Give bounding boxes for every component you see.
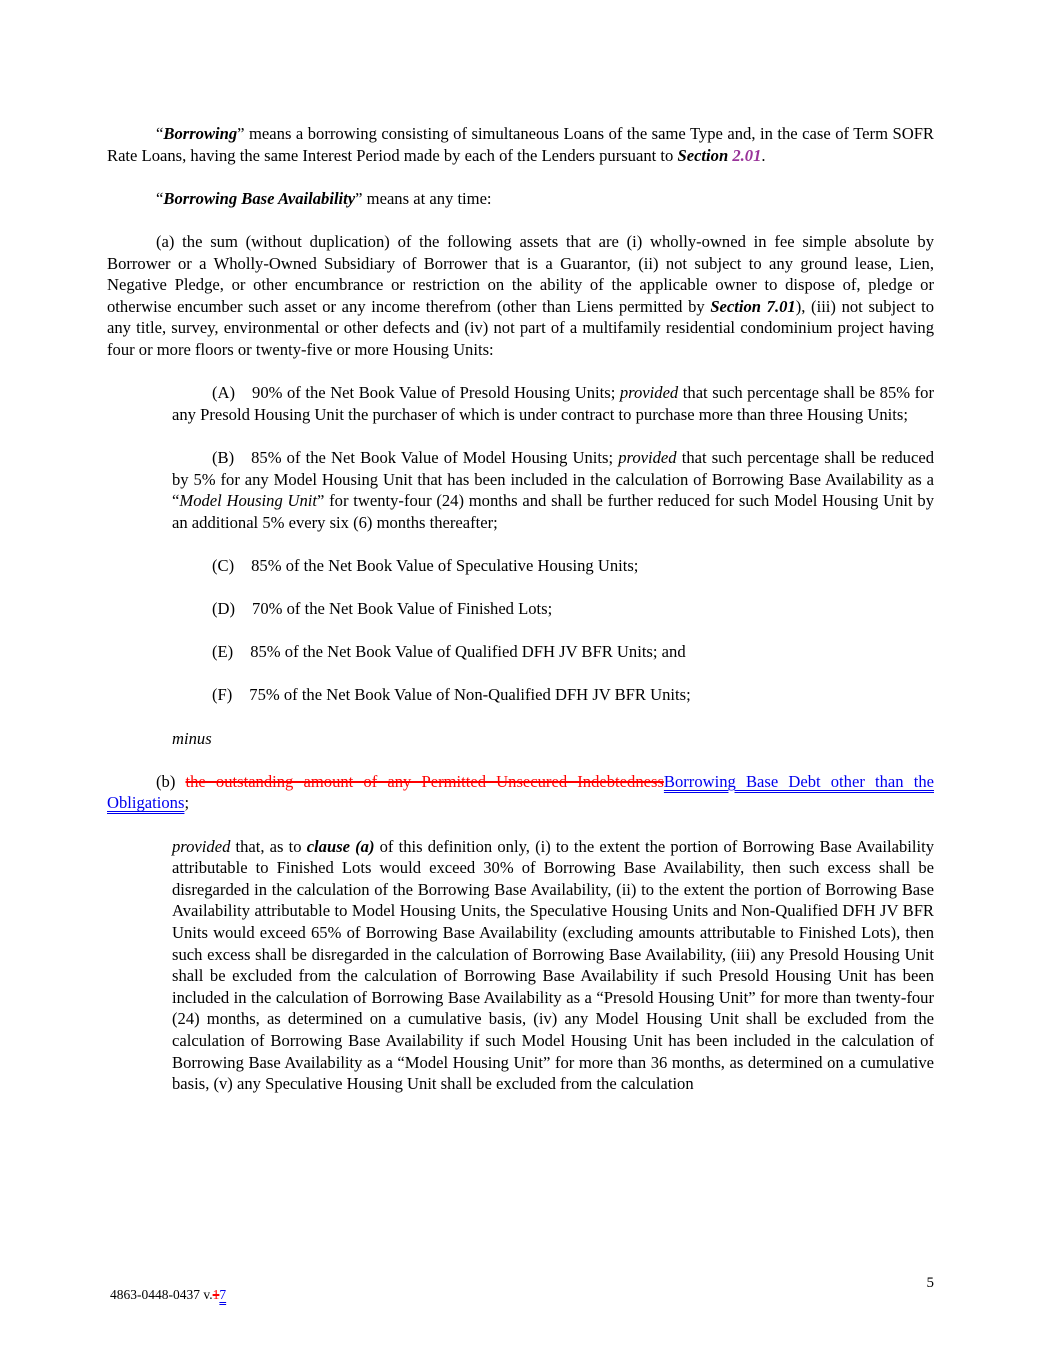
subclause-F-label: (F) xyxy=(212,685,233,705)
subclause-D-paragraph xyxy=(172,598,934,620)
clause-a-reference: clause (a) xyxy=(306,836,375,856)
defined-term-borrowing: Borrowing xyxy=(163,124,238,143)
footer-document-id xyxy=(110,1286,226,1303)
deleted-text: the outstanding amount of any Permitted Unsecured Indebtedness xyxy=(185,771,664,791)
section-7-01-reference: Section 7.01 xyxy=(710,296,796,316)
subclause-B-text-end: ” for twenty-four (24) months and shall be further reduced for such Model Housing Unit by an additional 5% every six (6) months thereafter; xyxy=(172,491,934,532)
inserted-version-number: 7 xyxy=(219,1287,227,1302)
subclause-F-text: 75% of the Net Book Value of Non-Qualified DFH JV BFR Units; xyxy=(249,685,691,705)
sentence-period: . xyxy=(761,145,766,165)
minus-paragraph xyxy=(172,728,934,750)
clause-b-paragraph xyxy=(107,771,934,814)
subclause-C-text: 85% of the Net Book Value of Speculative Housing Units; xyxy=(251,555,639,575)
clause-a-paragraph xyxy=(107,231,934,361)
model-housing-unit-term: Model Housing Unit xyxy=(179,491,318,511)
subclause-D-text: 70% of the Net Book Value of Finished Lots; xyxy=(252,599,553,619)
defined-term-borrowing-base-availability: Borrowing Base Availability xyxy=(163,188,356,208)
provided-word: provided xyxy=(619,383,679,403)
subclause-B-paragraph xyxy=(172,447,934,533)
subclause-A-label: (A) xyxy=(212,383,236,403)
clause-a-text-after: ), (iii) not subject to any title, survey, environmental or other defects and (iv) not part of a multifamily residential condominium project having four or more floors or twenty-five or more Housing Units: xyxy=(107,296,935,359)
page-number: 5 xyxy=(926,1275,934,1291)
subclause-A-text: 90% of the Net Book Value of Presold Housing Units; xyxy=(252,383,620,403)
open-quote: “ xyxy=(156,124,164,143)
subclause-A-text-continued: that such percentage shall be 85% for any Presold Housing Unit the purchaser of which is under contract to purchase more than three Housing Units; xyxy=(172,383,934,424)
clause-a-text-before: (a) the sum (without duplication) of the following assets that are (i) wholly-owned in fee simple absolute by Borrower or a Wholly-Owned Subsidiary of Borrower that is a Guarantor, (ii) not subject to any ground lease, Lien, Negative Pledge, or other encumbrance or restriction on the ability of the applicable owner to dispose of, pledge or otherwise encumber such asset or any income therefrom (other than Liens permitted by xyxy=(107,231,934,316)
provided-word: provided xyxy=(618,447,677,467)
subclause-E-label: (E) xyxy=(212,642,234,662)
deleted-version-number: 1 xyxy=(212,1287,220,1302)
definition-bba-text: ” means at any time: xyxy=(355,188,492,208)
open-quote: “ xyxy=(156,188,164,208)
inserted-text: Borrowing Base Debt other than the Obligations xyxy=(107,771,934,813)
definition-borrowing-text: ” means a borrowing consisting of simultaneous Loans of the same Type and, in the case of Term SOFR Rate Loans, having the same Interest Period made by each of the Lenders pursuant to xyxy=(107,124,934,165)
clause-b-semicolon: ; xyxy=(184,793,190,813)
definition-borrowing-paragraph xyxy=(107,123,934,166)
subclause-B-text: 85% of the Net Book Value of Model Housing Units; xyxy=(251,447,619,467)
section-word: Section xyxy=(677,145,733,165)
clause-b-label: (b) xyxy=(156,771,186,791)
subclause-B-label: (B) xyxy=(212,447,235,467)
page-body xyxy=(107,123,934,1116)
subclause-B-text-continued: that such percentage shall be reduced by 5% for any Model Housing Unit that has been included in the calculation of Borrowing Base Availability as a “ xyxy=(172,447,934,511)
subclause-A-paragraph xyxy=(172,382,934,425)
subclause-D-label: (D) xyxy=(212,599,236,619)
proviso-text-continued: of this definition only, (i) to the extent the portion of Borrowing Base Availability attributable to Finished Lots would exceed 30% of Borrowing Base Availability, then such excess shall be disregarded in the calculation of the Borrowing Base Availability, (ii) to the extent the portion of Borrowing Base Availability attributable to Model Housing Units, the Speculative Housing Units and Non-Qualified DFH JV BFR Units would exceed 65% of Borrowing Base Availability (excluding amounts attributable to Finished Lots), then such excess shall be disregarded in the calculation of Borrowing Base Availability, (iii) any Presold Housing Unit shall be excluded from the calculation of Borrowing Base Availability if such Presold Housing Unit has been included in the calculation of Borrowing Base Availability as a “Presold Housing Unit” for more than twenty-four (24) months, as determined on a cumulative basis, (iv) any Model Housing Unit shall be excluded from the calculation of Borrowing Base Availability if such Model Housing Unit has been included in the calculation of Borrowing Base Availability as a “Model Housing Unit” for more than 36 months, as determined on a cumulative basis, (v) any Speculative Housing Unit shall be excluded from the calculation xyxy=(172,836,934,1094)
definition-bba-paragraph xyxy=(107,188,934,210)
subclause-C-paragraph xyxy=(172,555,934,577)
proviso-text: that, as to xyxy=(230,836,307,856)
subclause-E-text: 85% of the Net Book Value of Qualified DFH JV BFR Units; and xyxy=(250,642,686,662)
document-id-prefix: 4863-0448-0437 v. xyxy=(110,1287,213,1302)
minus-word: minus xyxy=(172,728,212,748)
subclause-C-label: (C) xyxy=(212,555,235,575)
provided-word: provided xyxy=(172,836,231,856)
proviso-paragraph xyxy=(172,836,934,1095)
subclause-F-paragraph xyxy=(172,684,934,706)
section-2-01-reference-link[interactable]: 2.01 xyxy=(732,145,762,165)
subclause-E-paragraph xyxy=(172,641,934,663)
